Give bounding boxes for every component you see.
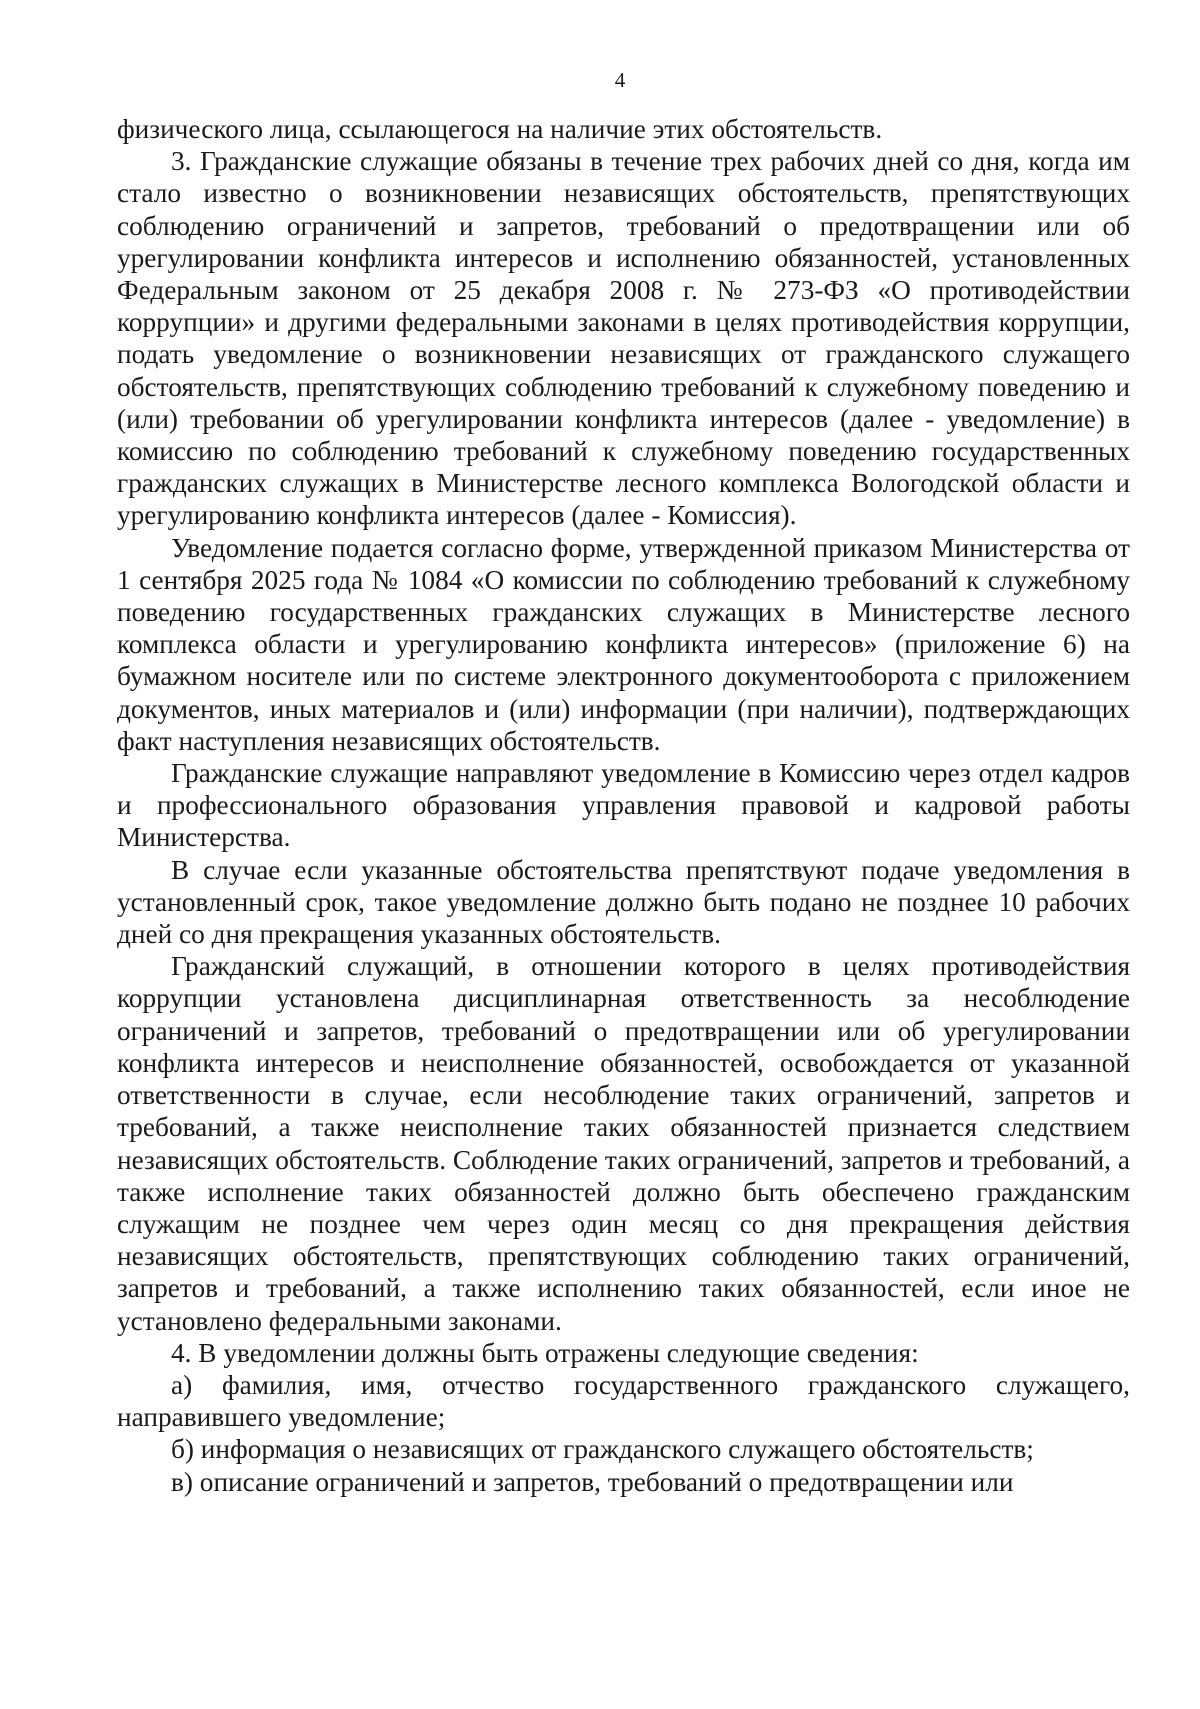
paragraph-continuation: физического лица, ссылающегося на наличие этих обстоятельств. [117,114,883,144]
paragraph-notification-form: Уведомление подается согласно форме, утвержденной приказом Министерства от 1 сентября 2025 года № 1084 «О комиссии по соблюдению требований к служебному поведению государственных гражданских служащих в Министерстве лесного комплекса области и урегулированию конфликта интересов» (приложение 6) на бумажном носителе или по системе электронного документооборота с приложением документов, иных материалов и (или) информации (при наличии), подтверждающих факт наступления независящих обстоятельств. [117,532,1130,756]
paragraph-liability-exemption: Гражданский служащий, в отношении которого в целях противодействия коррупции установлена дисциплинарная ответственность за несоблюдение ограничений и запретов, требований о предотвращении или об урегулировании конфликта интересов и неисполнение обязанностей, освобождается от указанной ответственности в случае, если несоблюдение таких ограничений, запретов и требований, а также неисполнение таких обязанностей признается следствием независящих обстоятельств. Соблюдение таких ограничений, запретов и требований, а также исполнение таких обязанностей должно быть обеспечено гражданским служащим не позднее чем через один месяц со дня прекращения действия независящих обстоятельств, препятствующих соблюдению таких ограничений, запретов и требований, а также исполнению таких обязанностей, если иное не установлено федеральными законами. [117,951,1130,1336]
list-item-a: а) фамилия, имя, отчество государственного гражданского служащего, направившего уведомление; [117,1369,1130,1433]
list-item-b: б) информация о независящих от гражданского служащего обстоятельств; [171,1434,1034,1465]
list-item-v: в) описание ограничений и запретов, требований о предотвращении или [171,1466,1014,1497]
paragraph-clause-3: 3. Гражданские служащие обязаны в течение трех рабочих дней со дня, когда им стало известно о возникновении независящих обстоятельств, препятствующих соблюдению ограничений и запретов, требований о предотвращении или об урегулировании конфликта интересов и исполнению обязанностей, установленных Федеральным законом от 25 декабря 2008 г. № 273-ФЗ «О противодействии коррупции» и другими федеральными законами в целях противодействия коррупции, подать уведомление о возникновении независящих от гражданского служащего обстоятельств, препятствующих соблюдению требований к служебному поведению и (или) требовании об урегулировании конфликта интересов (далее - уведомление) в комиссию по соблюдению требований к служебному поведению государственных гражданских служащих в Министерстве лесного комплекса Вологодской области и урегулированию конфликта интересов (далее - Комиссия). [117,146,1130,531]
document-body [117,113,1130,1498]
paragraph-deadline-extension: В случае если указанные обстоятельства препятствуют подаче уведомления в установленный срок, такое уведомление должно быть подано не позднее 10 рабочих дней со дня прекращения указанных обстоятельств. [117,854,1130,950]
page-number: 4 [614,68,626,92]
paragraph-submission-route: Гражданские служащие направляют уведомление в Комиссию через отдел кадров и профессионального образования управления правовой и кадровой работы Министерства. [117,758,1130,853]
paragraph-clause-4: 4. В уведомлении должны быть отражены следующие сведения: [171,1337,919,1368]
